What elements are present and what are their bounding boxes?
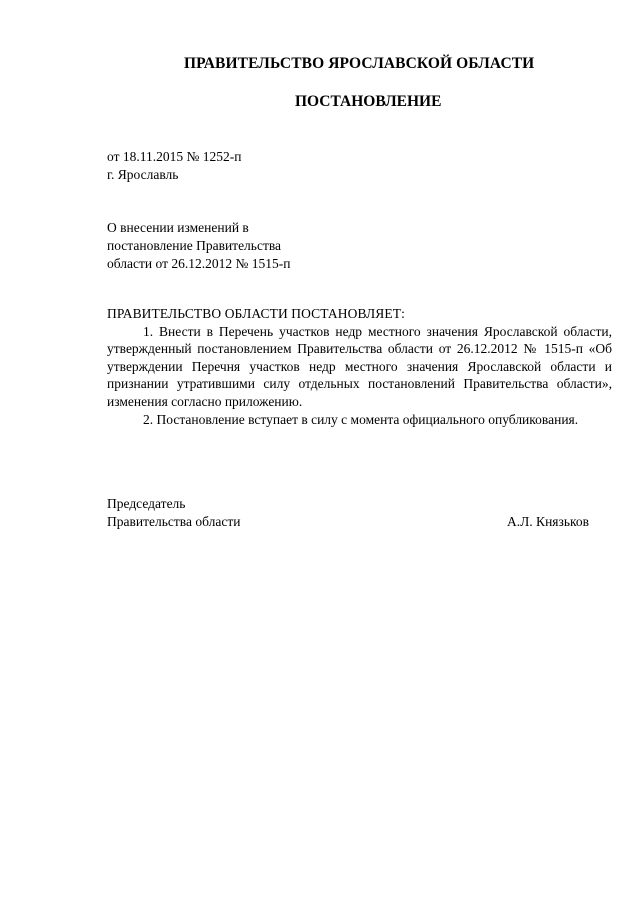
document-meta <box>107 148 241 184</box>
signature-block <box>107 495 589 531</box>
resolves-heading: ПРАВИТЕЛЬСТВО ОБЛАСТИ ПОСТАНОВЛЯЕТ: <box>107 306 405 321</box>
subject-line: О внесении изменений в <box>107 220 249 235</box>
document-subject <box>107 219 290 273</box>
body-paragraph: 2. Постановление вступает в силу с момента официального опубликования. <box>143 411 579 427</box>
signature-row <box>107 513 589 531</box>
document-city: г. Ярославль <box>107 167 179 182</box>
subject-line: постановление Правительства <box>107 238 282 253</box>
document-type-title: ПОСТАНОВЛЕНИЕ <box>295 93 442 110</box>
government-title: ПРАВИТЕЛЬСТВО ЯРОСЛАВСКОЙ ОБЛАСТИ <box>184 55 535 72</box>
signer-position-line1: Председатель <box>107 496 186 511</box>
subject-line: области от 26.12.2012 № 1515-п <box>107 256 291 271</box>
document-date-number: от 18.11.2015 № 1252-п <box>107 149 242 164</box>
document-body <box>107 305 612 428</box>
signer-position-line2: Правительства области <box>107 514 241 529</box>
body-paragraph: 1. Внести в Перечень участков недр местного значения Ярославской области, утвержденный постановлением Правительства области от 26.12.2012 № 1515-п «Об утверждении Перечня участков недр местного значения Ярославской области и признании утратившими силу отдельных постановлений Правительства области», изменения согласно приложению. <box>107 323 612 409</box>
signer-name: А.Л. Князьков <box>507 514 589 529</box>
